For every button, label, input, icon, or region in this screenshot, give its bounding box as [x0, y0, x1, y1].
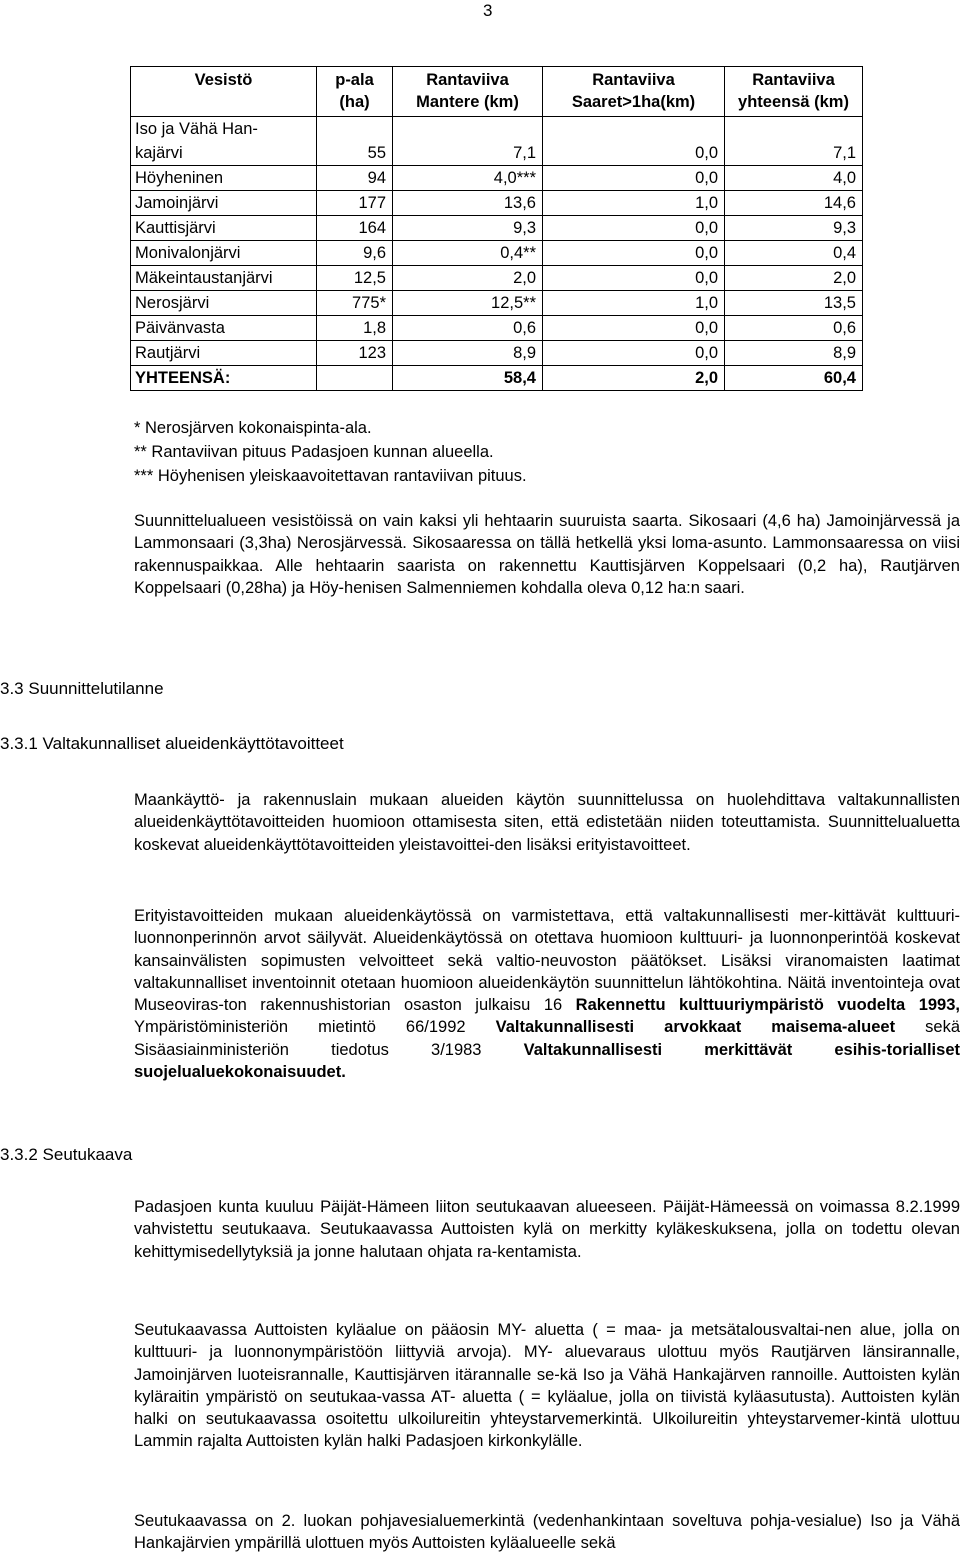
- table-cell-islands: 2,0: [543, 366, 725, 391]
- table-cell-name: Päivänvasta: [131, 316, 317, 341]
- section-heading: 3.3 Suunnittelutilanne: [0, 679, 164, 698]
- section-heading: 3.3.2 Seutukaava: [0, 1145, 133, 1164]
- table-cell-islands: 0,0: [543, 166, 725, 191]
- table-row: [131, 241, 863, 266]
- table-cell-name: YHTEENSÄ:: [131, 366, 317, 391]
- table-cell-total: 0,6: [725, 316, 863, 341]
- table-cell-name: Jamoinjärvi: [131, 191, 317, 216]
- footnote: *** Höyhenisen yleiskaavoitettavan rantaviivan pituus.: [134, 467, 527, 485]
- table-row: [131, 266, 863, 291]
- table-cell-area: 177: [317, 191, 393, 216]
- table-cell-mainland: 12,5**: [393, 291, 543, 316]
- shoreline-table: [130, 66, 863, 391]
- table-cell-area: 12,5: [317, 266, 393, 291]
- table-cell-total: 0,4: [725, 241, 863, 266]
- table-cell-mainland: 0,4**: [393, 241, 543, 266]
- table-cell-islands: 0,0: [543, 266, 725, 291]
- table-cell-area: 94: [317, 166, 393, 191]
- table-cell-name: Höyheninen: [131, 166, 317, 191]
- bold-title: Rakennettu kulttuuriympäristö vuodelta 1993,: [575, 996, 960, 1015]
- seutukaava-paragraph: Padasjoen kunta kuuluu Päijät-Hämeen liiton seutukaavan alueeseen. Päijät-Hämeessä on voimassa 8.2.1999 vahvistettu seutukaava. Seutukaavassa Auttoisten kylä on merkitty kyläkeskuksena, jolla on todettu olevan kehittymisedellytyksiä ja jonne halutaan ohjata ra-kentamista.: [134, 1198, 960, 1261]
- table-cell-mainland: 7,1: [393, 117, 543, 166]
- table-cell-mainland: 2,0: [393, 266, 543, 291]
- table-cell-mainland: 0,6: [393, 316, 543, 341]
- vat-paragraph: Maankäyttö- ja rakennuslain mukaan alueiden käytön suunnittelussa on huolehdittava valtakunnallisten alueidenkäyttötavoitteiden huomioon ottamisesta siten, että edistetään niiden toteuttamista. Suunnittelualuetta koskevat alueidenkäyttötavoitteiden yleistavoittei-den lisäksi erityistavoitteet.: [134, 791, 960, 854]
- table-cell-mainland: 4,0***: [393, 166, 543, 191]
- table-cell-islands: 0,0: [543, 216, 725, 241]
- table-cell-total: 7,1: [725, 117, 863, 166]
- table-cell-name: Rautjärvi: [131, 341, 317, 366]
- table-cell-area: 1,8: [317, 316, 393, 341]
- table-row: [131, 166, 863, 191]
- table-cell-name: Mäkeintaustanjärvi: [131, 266, 317, 291]
- table-cell-total: 60,4: [725, 366, 863, 391]
- islands-paragraph: Suunnittelualueen vesistöissä on vain kaksi yli hehtaarin suuruista saarta. Sikosaari (4,6 ha) Jamoinjärvessä ja Lammonsaari (3,3ha) Nerosjärvessä. Sikosaaressa on tällä hetkellä yksi loma-asunto. Lammonsaaressa on viisi rakennuspaikkaa. Alle hehtaarin saarista on rakennettu Kauttisjärven Koppelsaari (0,2 ha), Rautjärven Koppelsaari (0,28ha) ja Höy-henisen Salmenniemen kohdalla oleva 0,12 ha:n saari.: [134, 512, 960, 597]
- table-cell-total: 2,0: [725, 266, 863, 291]
- table-row: [131, 216, 863, 241]
- table-cell-islands: 0,0: [543, 241, 725, 266]
- table-cell-mainland: 8,9: [393, 341, 543, 366]
- table-cell-islands: 0,0: [543, 341, 725, 366]
- table-cell-area: 9,6: [317, 241, 393, 266]
- table-cell-name: Kauttisjärvi: [131, 216, 317, 241]
- vat-paragraph: Erityistavoitteiden mukaan alueidenkäytössä on varmistettava, että valtakunnallisesti mer-kittävät kulttuuri- luonnonperinnön arvot säilyvät. Alueidenkäytössä on otettava huomioon kulttuuri- ja luonnonperintöä koskevat kansainvälisten sopimusten velvoitteet sekä valtio-neuvoston päätökset. Lisäksi viranomaisten laatimat valtakunnalliset inventoinnit otetaan huomioon alueidenkäytön suunnittelun lähtökohtina. Näitä inventointeja ovat Museoviras-ton rakennushistorian osaston julkaisu 16 Rakennettu kulttuuriympäristö vuodelta 1993, Ympäristöministeriön mietintö 66/1992 Valtakunnallisesti arvokkaat maisema-alueet sekä Sisäasiainministeriön tiedotus 3/1983 Valtakunnallisesti merkittävät esihis-torialliset suojelualuekokonaisuudet.: [134, 907, 960, 1082]
- table-row: [131, 291, 863, 316]
- table-cell-total: 9,3: [725, 216, 863, 241]
- footnote: * Nerosjärven kokonaispinta-ala.: [134, 419, 372, 437]
- table-cell-islands: 1,0: [543, 191, 725, 216]
- header-cell-area: p-ala (ha): [317, 67, 393, 117]
- table-cell-mainland: 13,6: [393, 191, 543, 216]
- table-cell-total: 13,5: [725, 291, 863, 316]
- header-cell-total: Rantaviiva yhteensä (km): [725, 67, 863, 117]
- table-cell-islands: 0,0: [543, 117, 725, 166]
- bold-title: Valtakunnallisesti merkittävät esihis-torialliset suojelualuekokonaisuudet.: [134, 1040, 960, 1082]
- table-cell-mainland: 58,4: [393, 366, 543, 391]
- footnote: ** Rantaviivan pituus Padasjoen kunnan alueella.: [134, 443, 494, 461]
- table-cell-islands: 1,0: [543, 291, 725, 316]
- table-cell-total: 4,0: [725, 166, 863, 191]
- table-cell-area: [317, 366, 393, 391]
- page-number: 3: [483, 1, 493, 20]
- table-cell-mainland: 9,3: [393, 216, 543, 241]
- table-cell-area: 775*: [317, 291, 393, 316]
- table-total-row: [131, 366, 863, 391]
- table-header-row: [131, 67, 863, 117]
- table-row: [131, 341, 863, 366]
- seutukaava-paragraph: Seutukaavassa Auttoisten kyläalue on pääosin MY- aluetta ( = maa- ja metsätalousvaltai-nen alue, jolla on kulttuuri- ja luonnonympäristöön liittyviä arvoja). MY- aluevaraus ulottuu myös Rautjärven länsirannalle, Jamoinjärven luoteisrannalle, Kauttisjärven itärannalle se-kä Iso ja Vähä Hankajärven rannoille. Auttoisten kylän kyläraitin ympäristö on seutukaa-vassa AT- aluetta ( = kyläalue, jolla on tiivistä kyläasutusta). Auttoisten kylän halki on seutukaavassa osoitettu ulkoilureitin yhteystarvemerkintä. Ulkoilureitin yhteystarvemer-kintä ulottuu Lammin rajalta Auttoisten kylän halki Padasjoen kirkonkylälle.: [134, 1321, 960, 1451]
- table-row: [131, 316, 863, 341]
- table-cell-islands: 0,0: [543, 316, 725, 341]
- header-cell-mainland: Rantaviiva Mantere (km): [393, 67, 543, 117]
- table-cell-total: 14,6: [725, 191, 863, 216]
- seutukaava-paragraph: Seutukaavassa on 2. luokan pohjavesialuemerkintä (vedenhankintaan soveltuva pohja-vesialue) Iso ja Vähä Hankajärvien ympärillä ulottuen myös Auttoisten kyläalueelle sekä: [134, 1512, 960, 1553]
- bold-title: Valtakunnallisesti arvokkaat maisema-alueet: [495, 1018, 896, 1037]
- table-cell-area: 123: [317, 341, 393, 366]
- header-cell-islands: Rantaviiva Saaret>1ha(km): [543, 67, 725, 117]
- table-row: [131, 117, 863, 166]
- table-cell-name: Iso ja Vähä Han- kajärvi: [131, 117, 317, 166]
- table-cell-area: 164: [317, 216, 393, 241]
- table-cell-total: 8,9: [725, 341, 863, 366]
- header-cell-name: Vesistö: [131, 67, 317, 117]
- table-cell-name: Monivalonjärvi: [131, 241, 317, 266]
- table-cell-name: Nerosjärvi: [131, 291, 317, 316]
- section-heading: 3.3.1 Valtakunnalliset alueidenkäyttötavoitteet: [0, 734, 344, 753]
- table-cell-area: 55: [317, 117, 393, 166]
- table-row: [131, 191, 863, 216]
